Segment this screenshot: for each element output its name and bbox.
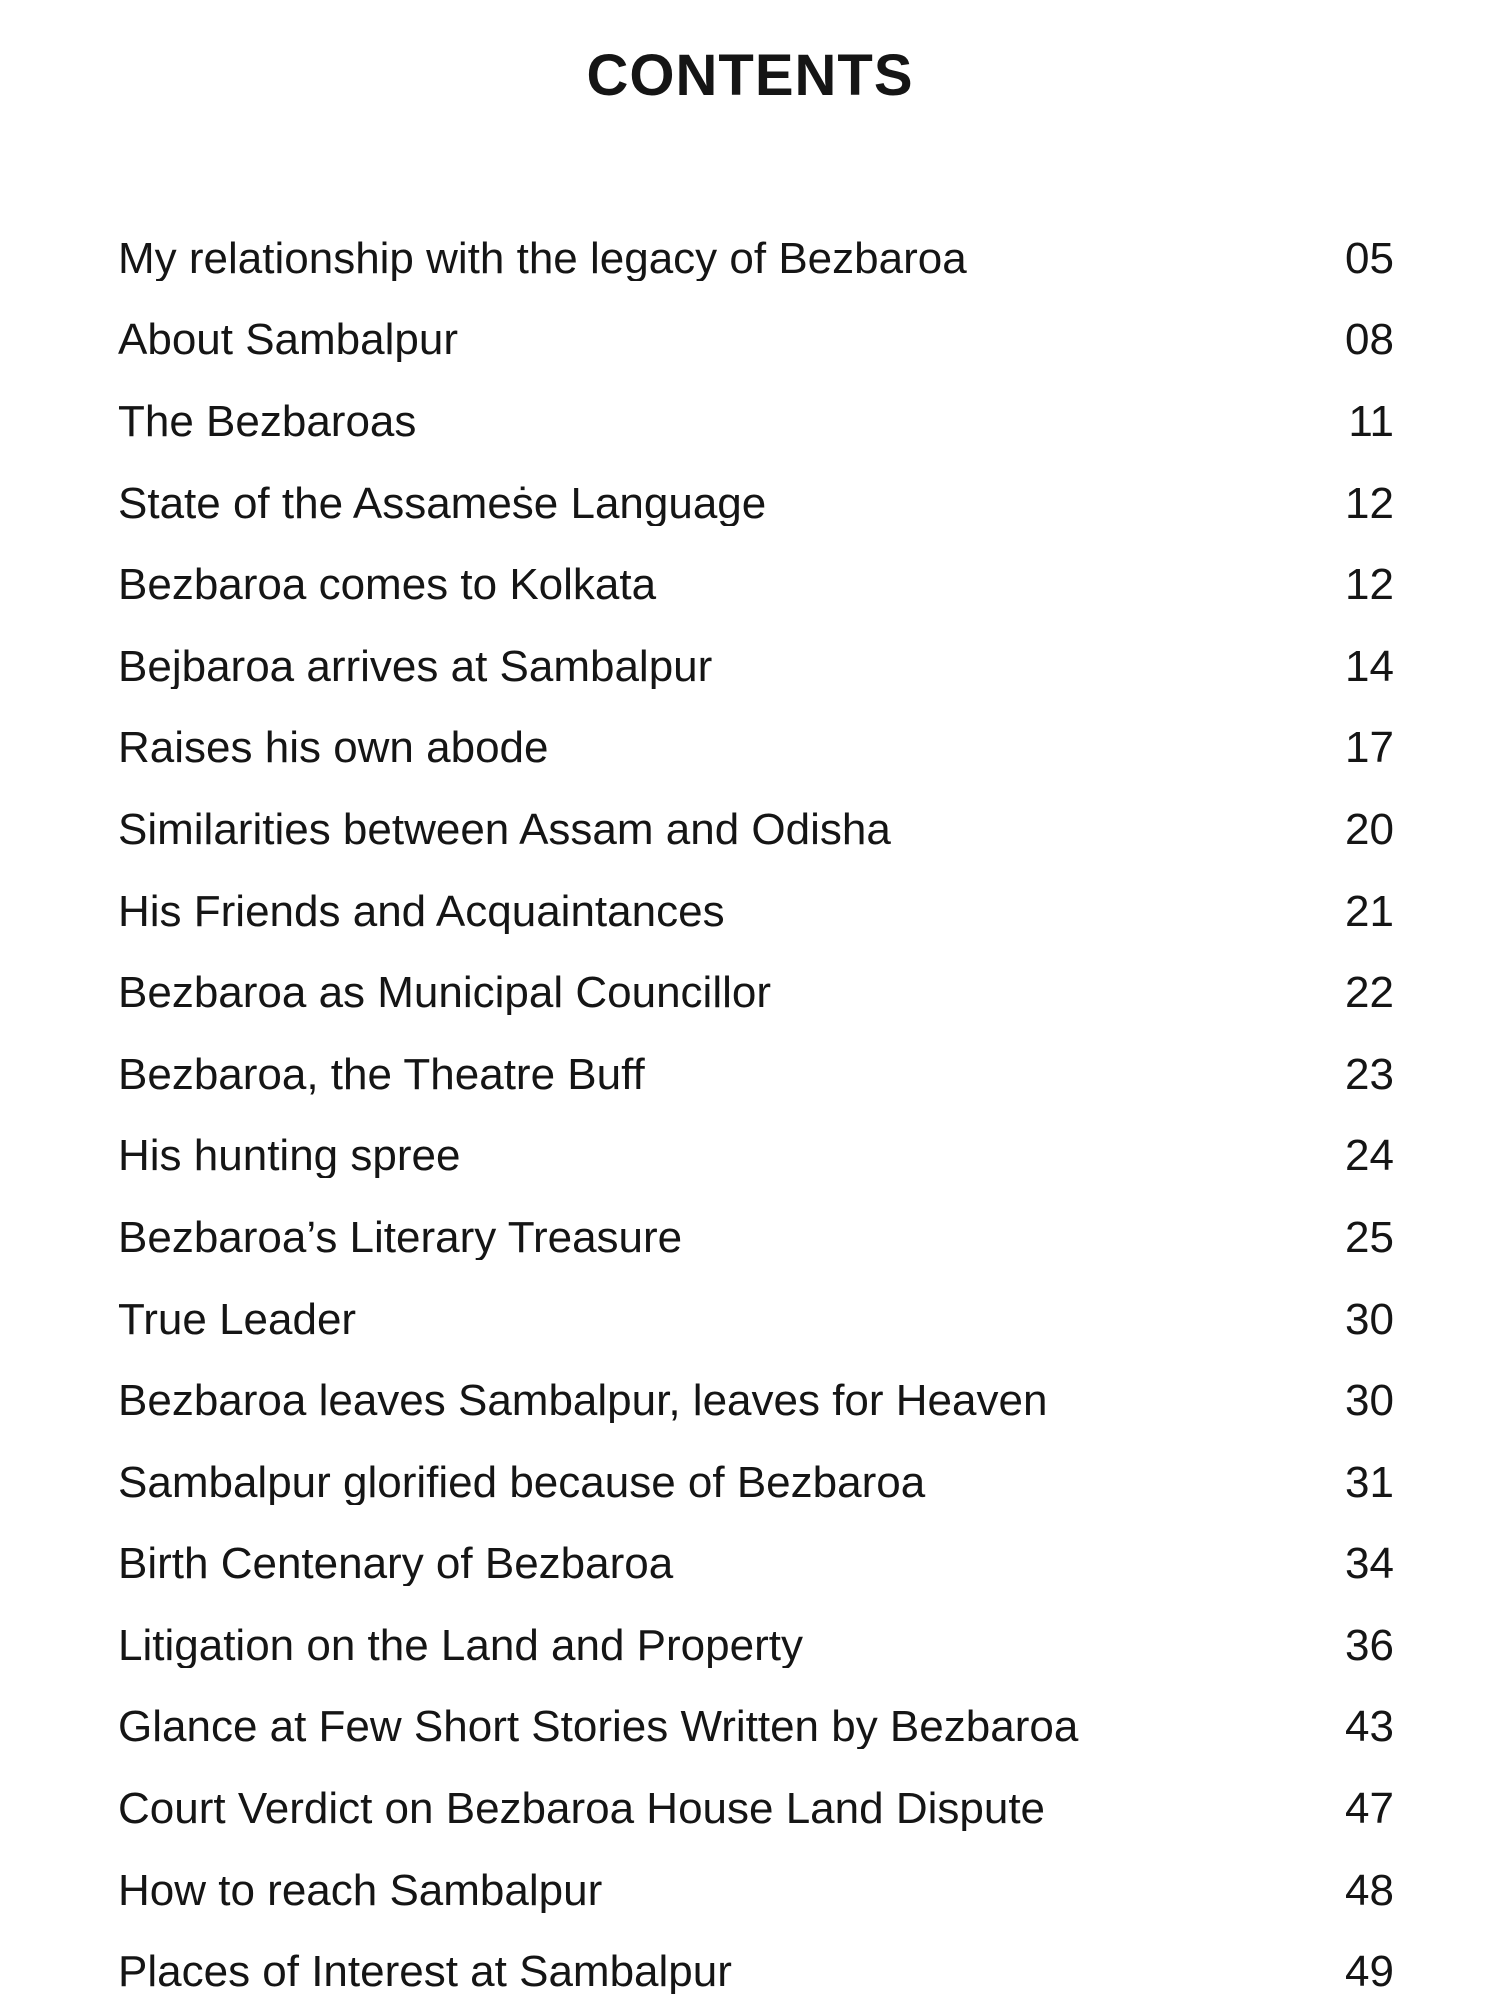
toc-entry-page: 49 — [1345, 1947, 1394, 1997]
toc-entry-page: 17 — [1345, 723, 1394, 773]
toc-entry-page: 22 — [1345, 968, 1394, 1018]
toc-entry-page: 31 — [1345, 1457, 1394, 1507]
toc-entry-page: 14 — [1345, 641, 1394, 691]
toc-entry-page: 43 — [1345, 1702, 1394, 1752]
toc-entry-title: Court Verdict on Bezbaroa House Land Dispute — [118, 1787, 1046, 1832]
toc-entry — [118, 1360, 1394, 1442]
toc-entry-title: Bezbaroa as Municipal Councillor — [118, 971, 771, 1016]
toc-entry — [118, 544, 1394, 626]
toc-entry — [118, 1116, 1394, 1198]
toc-entry-title: About Sambalpur — [118, 318, 458, 363]
table-of-contents — [118, 218, 1394, 2013]
toc-entry-page: 47 — [1345, 1784, 1394, 1834]
toc-entry — [118, 871, 1394, 953]
toc-entry — [118, 952, 1394, 1034]
toc-entry-title: Bezbaroa comes to Kolkata — [118, 563, 657, 608]
toc-entry-page: 48 — [1345, 1865, 1394, 1915]
toc-entry-title: State of the Assameṡe Language — [118, 481, 767, 526]
toc-entry — [118, 789, 1394, 871]
toc-entry-title: Birth Centenary of Bezbaroa — [118, 1542, 674, 1587]
toc-entry — [118, 1687, 1394, 1769]
toc-entry-title: The Bezbaroas — [118, 399, 417, 444]
toc-entry-title: Litigation on the Land and Property — [118, 1623, 803, 1668]
toc-entry — [118, 708, 1394, 790]
toc-entry-title: My relationship with the legacy of Bezbaroa — [118, 236, 967, 281]
toc-entry-title: Bezbaroa leaves Sambalpur, leaves for Heaven — [118, 1379, 1048, 1424]
toc-entry — [118, 218, 1394, 300]
toc-entry — [118, 300, 1394, 382]
toc-entry-page: 08 — [1345, 315, 1394, 365]
toc-entry-title: His hunting spree — [118, 1134, 461, 1179]
toc-entry-title: True Leader — [118, 1297, 357, 1342]
toc-entry-title: His Friends and Acquaintances — [118, 889, 725, 934]
toc-entry — [118, 1279, 1394, 1361]
toc-entry — [118, 1442, 1394, 1524]
toc-entry-title: Places of Interest at Sambalpur — [118, 1950, 732, 1995]
toc-entry-page: 12 — [1345, 478, 1394, 528]
toc-entry — [118, 1931, 1394, 2013]
toc-entry — [118, 1524, 1394, 1606]
toc-entry — [118, 1605, 1394, 1687]
toc-entry-page: 24 — [1345, 1131, 1394, 1181]
toc-entry — [118, 463, 1394, 545]
toc-entry-title: Similarities between Assam and Odisha — [118, 807, 891, 852]
toc-entry-page: 23 — [1345, 1049, 1394, 1099]
toc-entry-title: Glance at Few Short Stories Written by Bezbaroa — [118, 1705, 1079, 1750]
toc-entry-page: 11 — [1348, 396, 1394, 446]
toc-entry — [118, 1034, 1394, 1116]
toc-entry-page: 20 — [1345, 804, 1394, 854]
toc-entry — [118, 1768, 1394, 1850]
toc-entry-page: 05 — [1345, 233, 1394, 283]
toc-entry-title: Bezbaroa’s Literary Treasure — [118, 1215, 683, 1260]
toc-entry — [118, 1850, 1394, 1932]
toc-entry-page: 25 — [1345, 1212, 1394, 1262]
toc-entry-title: Bezbaroa, the Theatre Buff — [118, 1052, 645, 1097]
toc-entry-title: How to reach Sambalpur — [118, 1868, 603, 1913]
toc-entry-page: 36 — [1345, 1620, 1394, 1670]
toc-entry-page: 30 — [1345, 1294, 1394, 1344]
toc-entry — [118, 381, 1394, 463]
toc-entry-page: 12 — [1345, 560, 1394, 610]
toc-entry — [118, 1197, 1394, 1279]
page-title: CONTENTS — [586, 42, 914, 108]
toc-entry-title: Raises his own abode — [118, 726, 549, 771]
toc-entry — [118, 626, 1394, 708]
toc-entry-page: 34 — [1345, 1539, 1394, 1589]
toc-entry-page: 21 — [1345, 886, 1394, 936]
toc-entry-page: 30 — [1345, 1376, 1394, 1426]
toc-entry-title: Bejbaroa arrives at Sambalpur — [118, 644, 713, 689]
toc-entry-title: Sambalpur glorified because of Bezbaroa — [118, 1460, 926, 1505]
